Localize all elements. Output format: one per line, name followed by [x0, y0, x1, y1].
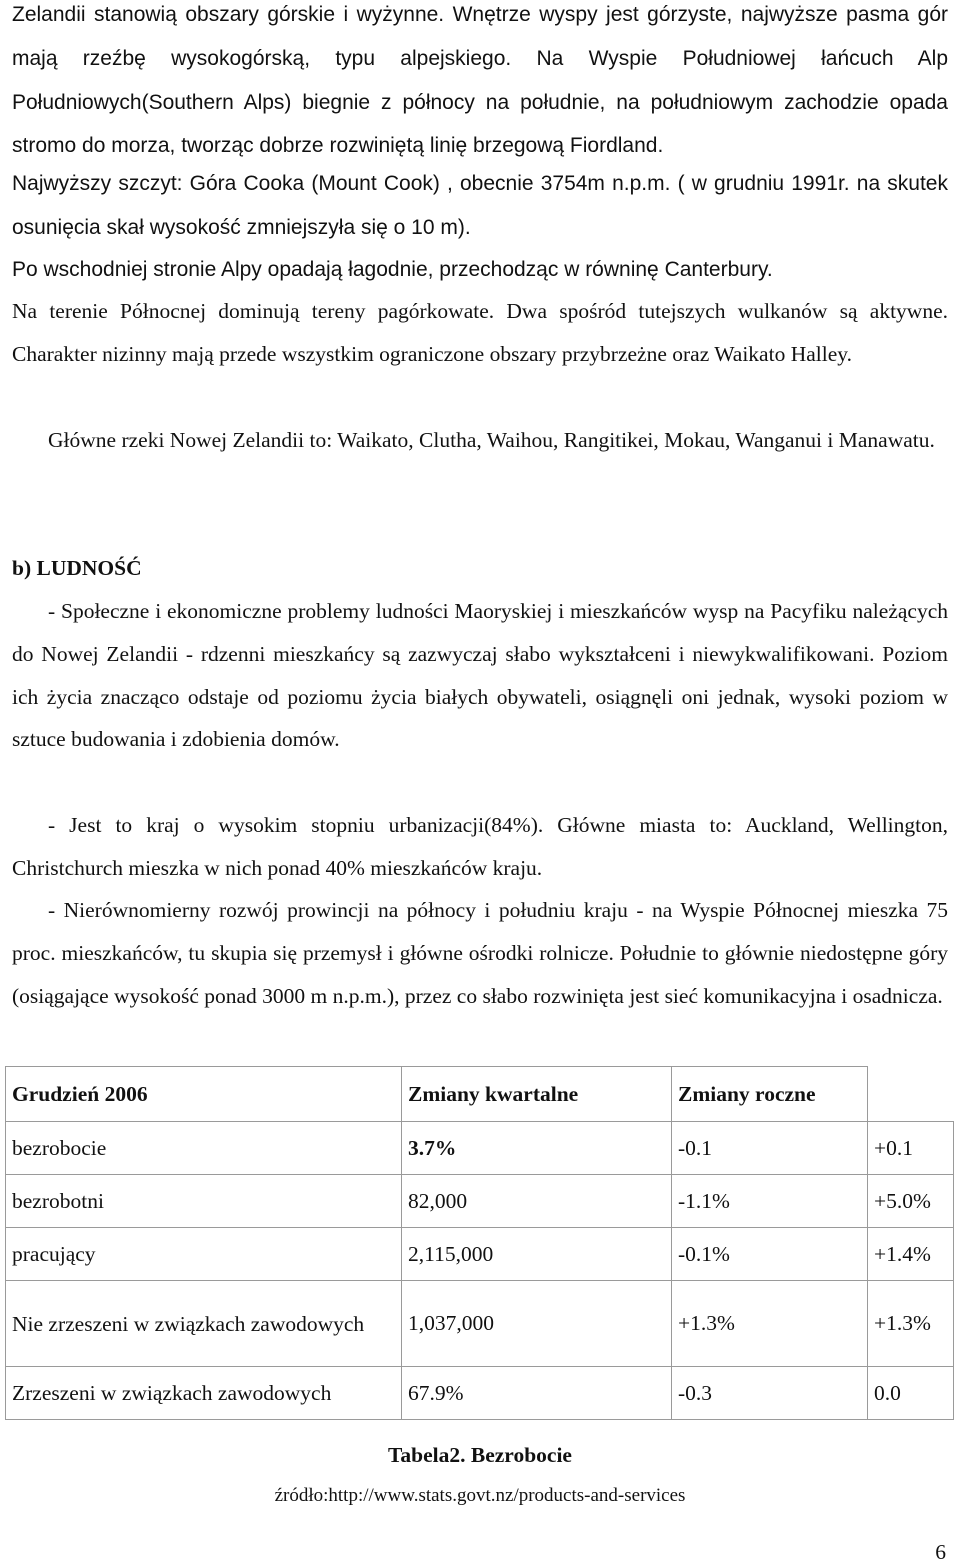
table-row [6, 1175, 954, 1228]
table-cell: Nie zrzeszeni w związkach zawodowych [6, 1281, 402, 1367]
table-cell: -0.3 [672, 1367, 868, 1420]
table-header-row [6, 1067, 954, 1122]
table-cell: 67.9% [402, 1367, 672, 1420]
table-cell: +1.3% [868, 1281, 954, 1367]
paragraph-provinces: - Nierównomierny rozwój prowincji na północy i południu kraju - na Wyspie Północnej mieszka 75 proc. mieszkańców, tu skupia się przemysł i główne ośrodki rolnicze. Południe to głównie niedostępne góry (osiągające wysokość ponad 3000 m n.p.m.), przez co słabo rozwinięta jest sieć komunikacyjna i osadnicza. [12, 898, 948, 1008]
table-cell: 82,000 [402, 1175, 672, 1228]
table-header-empty-cell [868, 1067, 954, 1122]
paragraph-urbanization: - Jest to kraj o wysokim stopniu urbanizacji(84%). Główne miasta to: Auckland, Wellington, Christchurch mieszka w nich ponad 40% mieszkańców kraju. [12, 813, 948, 880]
paragraph-north-island: Na terenie Północnej dominują tereny pagórkowate. Dwa spośród tutejszych wulkanów są aktywne. Charakter nizinny mają przede wszystkim ograniczone obszary przybrzeżne oraz Waikato Halley. [12, 299, 948, 366]
table-header-cell: Grudzień 2006 [6, 1067, 402, 1122]
table-cell: bezrobotni [6, 1175, 402, 1228]
source-note: źródło:http://www.stats.govt.nz/products-and-services [274, 1485, 686, 1506]
table-cell: +5.0% [868, 1175, 954, 1228]
section-heading-population: b) LUDNOŚĆ [12, 556, 142, 580]
table-cell: pracujący [6, 1228, 402, 1281]
table-row [6, 1228, 954, 1281]
table-cell: bezrobocie [6, 1122, 402, 1175]
table-row [6, 1281, 954, 1367]
unemployment-table [5, 1066, 954, 1420]
paragraph-canterbury-text: Po wschodniej stronie Alpy opadają łagodnie, przechodząc w równinę Canterbury. [12, 258, 773, 281]
table-row [6, 1122, 954, 1175]
table-cell: -1.1% [672, 1175, 868, 1228]
table-cell: +0.1 [868, 1122, 954, 1175]
table-header-cell: Zmiany kwartalne [402, 1067, 672, 1122]
table-cell: 0.0 [868, 1367, 954, 1420]
table-cell: +1.3% [672, 1281, 868, 1367]
table-caption: Tabela2. Bezrobocie [388, 1443, 572, 1467]
paragraph-canterbury [12, 248, 948, 292]
paragraph-maori-problems: - Społeczne i ekonomiczne problemy ludności Maoryskiej i mieszkańców wysp na Pacyfiku należących do Nowej Zelandii - rdzenni mieszkańcy są zazwyczaj słabo wykształceni i niewykwalifikowani. Poziom ich życia znacząco odstaje od poziomu życia białych obywateli, osiągnęli oni jednak, wysoki poziom w sztuce budowania i zdobienia domów. [12, 599, 948, 752]
paragraph-highest-peak [12, 162, 948, 250]
table-cell: Zrzeszeni w związkach zawodowych [6, 1367, 402, 1420]
page-number: 6 [935, 1540, 946, 1564]
table-cell: -0.1% [672, 1228, 868, 1281]
table-cell: 3.7% [402, 1122, 672, 1175]
table-header-cell: Zmiany roczne [672, 1067, 868, 1122]
paragraph-highest-peak-text: Najwyższy szczyt: Góra Cooka (Mount Cook) , obecnie 3754m n.p.m. ( w grudniu 1991r. na skutek osunięcia skał wysokość zmniejszyła się o 10 m). [12, 172, 948, 239]
paragraph-geography-intro [12, 0, 948, 168]
paragraph-geography-intro-text: Zelandii stanowią obszary górskie i wyżynne. Wnętrze wyspy jest górzyste, najwyższe pasma gór mają rzeźbę wysokogórską, typu alpejskiego. Na Wyspie Południowej łańcuch Alp Południowych(Southern Alps) biegnie z północy na południe, na południowym zachodzie opada stromo do morza, tworząc dobrze rozwiniętą linię brzegową Fiordland. [12, 3, 948, 158]
table-cell: -0.1 [672, 1122, 868, 1175]
table-cell: 2,115,000 [402, 1228, 672, 1281]
table-row [6, 1367, 954, 1420]
paragraph-rivers: Główne rzeki Nowej Zelandii to: Waikato, Clutha, Waihou, Rangitikei, Mokau, Wanganui i Manawatu. [48, 428, 935, 452]
table-cell: 1,037,000 [402, 1281, 672, 1367]
table-cell: +1.4% [868, 1228, 954, 1281]
